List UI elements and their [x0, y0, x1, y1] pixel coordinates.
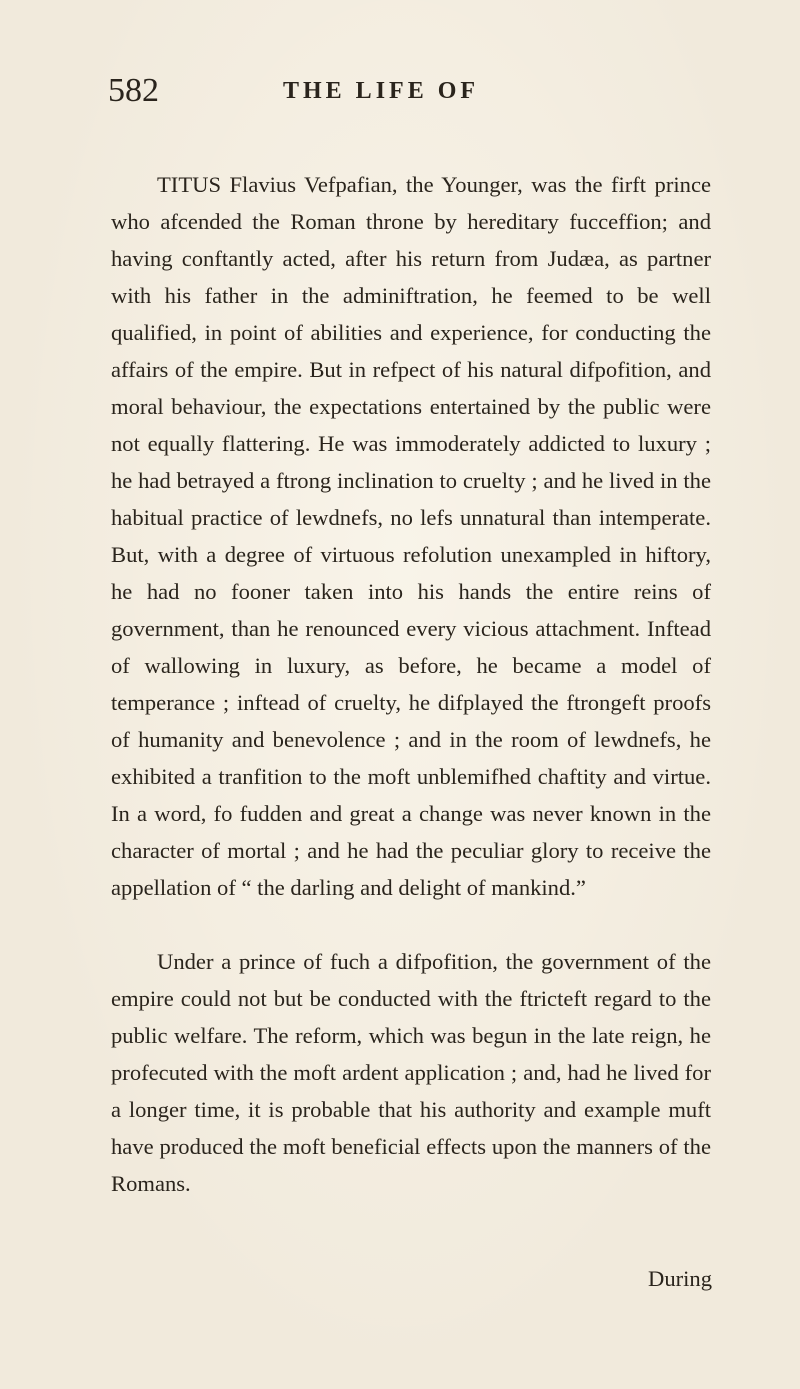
running-head — [108, 72, 708, 122]
page-number: 582 — [108, 72, 159, 109]
running-title: THE LIFE OF — [283, 78, 480, 104]
catchword: During — [648, 1266, 713, 1291]
body-text — [111, 166, 711, 1202]
paragraph-2: Under a prince of fuch a difpofition, the government of the empire could not but be conducted with the ftricteft regard to the public welfare. The reform, which was begun in the late reign, he profecuted with the moft ardent application ; and, had he lived for a longer time, it is probable that his authority and example muft have produced the moft beneficial effects upon the manners of the Romans. — [111, 949, 711, 1196]
paragraph-1: TITUS Flavius Vefpafian, the Younger, was the firft prince who afcended the Roman throne by hereditary fucceffion; and having conftantly acted, after his return from Judæa, as partner with his father in the adminiftration, he feemed to be well qualified, in point of abilities and experience, for conducting the affairs of the empire. But in refpect of his natural difpofition, and moral behaviour, the expectations entertained by the public were not equally flattering. He was immoderately addicted to luxury ; he had betrayed a ftrong inclination to cruelty ; and he lived in the habitual practice of lewdnefs, no lefs unnatural than intemperate. But, with a degree of virtuous refolution unexampled in hiftory, he had no fooner taken into his hands the entire reins of government, than he renounced every vicious attachment. Inftead of wallowing in luxury, as before, he became a model of temperance ; inftead of cruelty, he difplayed the ftrongeft proofs of humanity and benevolence ; and in the room of lewdnefs, he exhibited a tranfition to the moft unblemifhed chaftity and virtue. In a word, fo fudden and great a change was never known in the character of mortal ; and he had the peculiar glory to receive the appellation of “ the darling and delight of mankind.” — [111, 172, 711, 900]
